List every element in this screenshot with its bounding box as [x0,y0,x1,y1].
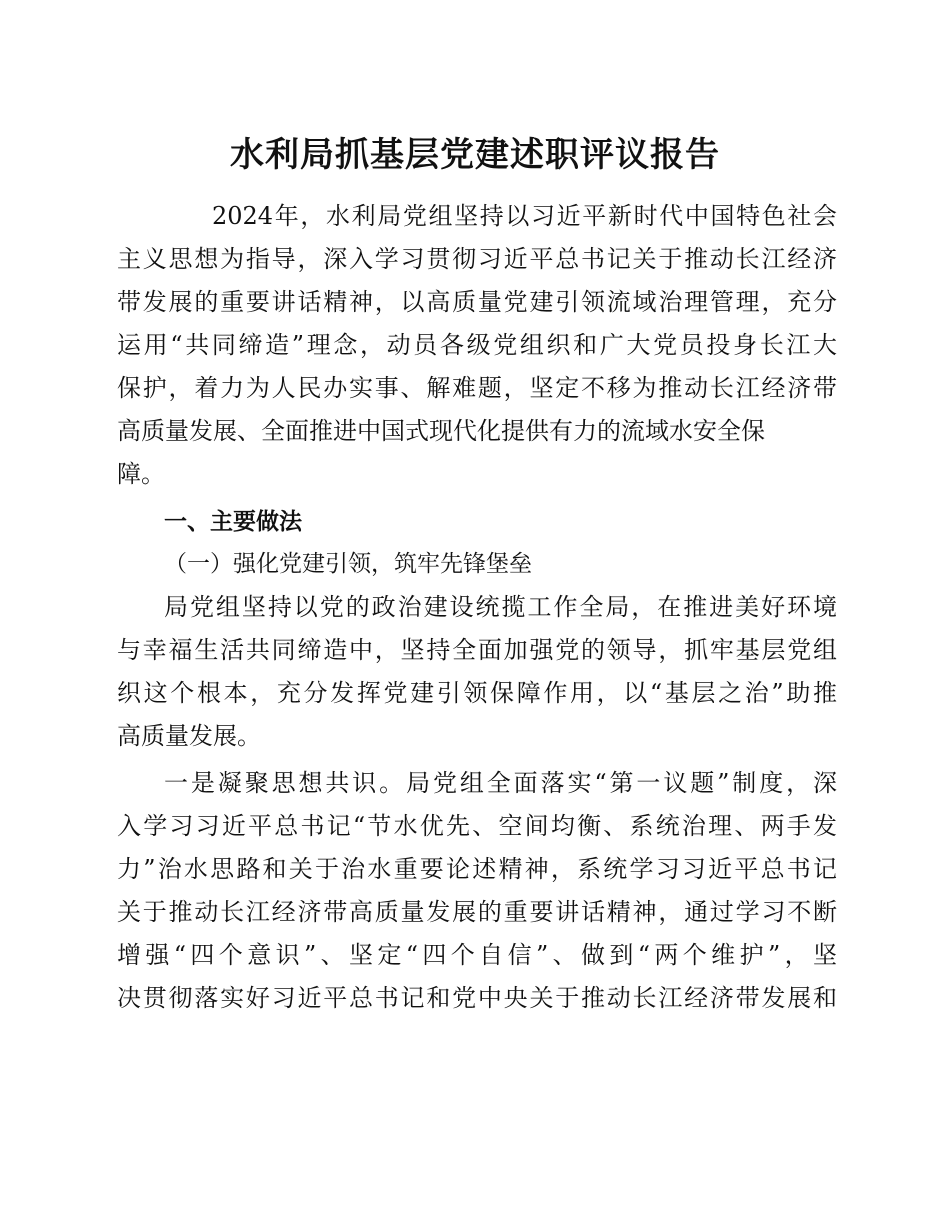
intro-line-1: 2024年，水利局党组坚持以习近平新时代中国特色社会 [212,202,837,230]
subsection-heading-party-building: （一）强化党建引领，筑牢先锋堡垒 [164,551,532,577]
intro-line-4: 运用“共同缔造”理念，动员各级党组织和广大党员投身长江大 [117,331,837,359]
intro-line-5: 保护，着力为人民办实事、解难题，坚定不移为推动长江经济带 [117,374,837,402]
para1-line-1: 局党组坚持以党的政治建设统揽工作全局，在推进美好环境 [164,593,837,621]
document-title: 水利局抓基层党建述职评议报告 [230,135,720,175]
para1-line-3: 织这个根本，充分发挥党建引领保障作用，以“基层之治”助推 [117,679,837,707]
para1-line-4: 高质量发展。 [117,722,261,750]
para2-line-2: 入学习习近平总书记“节水优先、空间均衡、系统治理、两手发 [117,812,837,840]
para1-line-2: 与幸福生活共同缔造中，坚持全面加强党的领导，抓牢基层党组 [117,636,837,664]
para2-line-1: 一是凝聚思想共识。局党组全面落实“第一议题”制度，深 [164,769,837,797]
intro-line-2: 主义思想为指导，深入学习贯彻习近平总书记关于推动长江经济 [117,245,837,273]
para2-line-5: 增强“四个意识”、坚定“四个自信”、做到“两个维护”，坚 [117,941,837,969]
para2-line-4: 关于推动长江经济带高质量发展的重要讲话精神，通过学习不断 [117,898,837,926]
intro-line-7: 障。 [117,460,165,488]
intro-line-6: 高质量发展、全面推进中国式现代化提供有力的流域水安全保 [117,417,765,445]
intro-line-3: 带发展的重要讲话精神，以高质量党建引领流域治理管理，充分 [117,288,837,316]
para2-line-3: 力”治水思路和关于治水重要论述精神，系统学习习近平总书记 [117,855,837,883]
para2-line-6: 决贯彻落实好习近平总书记和党中央关于推动长江经济带发展和 [117,984,837,1012]
section-heading-main-practices: 一、主要做法 [164,509,302,535]
